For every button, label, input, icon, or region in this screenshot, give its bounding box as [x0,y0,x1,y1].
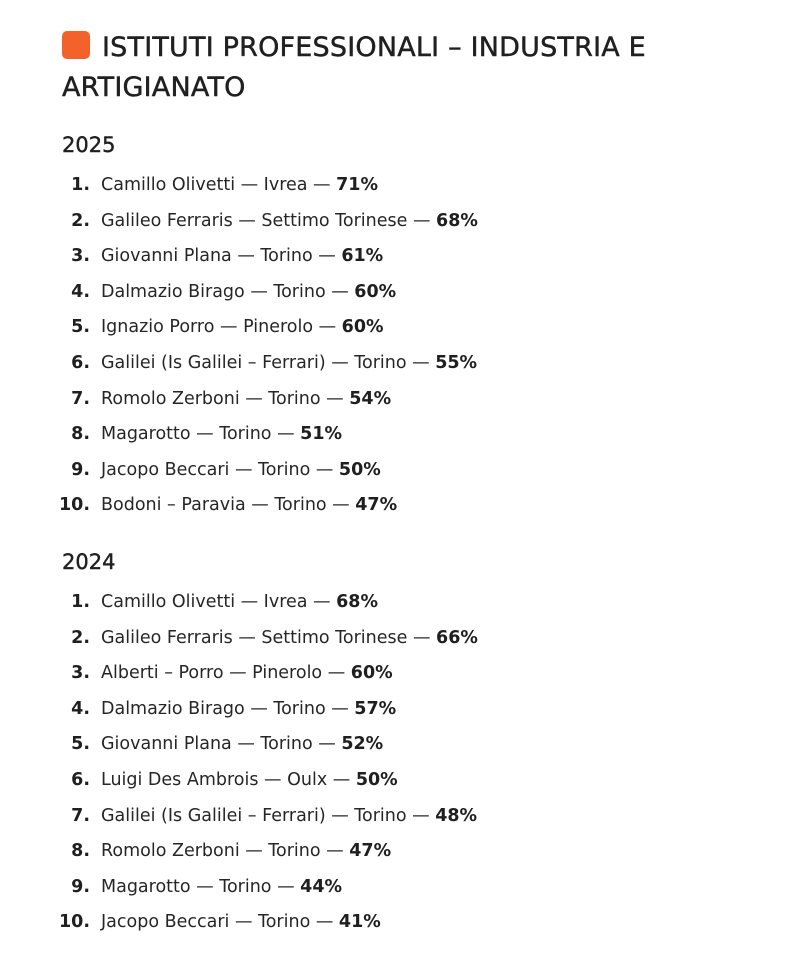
school-percentage: 55% [435,352,478,373]
list-item [0,173,760,209]
rank-number: 1. [71,175,90,195]
rank-number: 5. [71,734,90,755]
school-name: Alberti – Porro — Pinerolo — [101,663,351,684]
rank-number: 1. [71,592,90,612]
list-item [0,910,760,946]
school-entry [101,209,478,233]
list-item [0,626,760,662]
school-name: Luigi Des Ambrois — Oulx — [101,769,356,790]
list-item [0,458,760,494]
school-entry [101,661,393,685]
school-percentage: 57% [354,698,397,719]
school-name: Dalmazio Birago — Torino — [101,281,355,302]
school-entry [101,910,381,934]
school-name: Giovanni Plana — Torino — [101,246,342,267]
school-percentage: 47% [355,495,398,516]
school-entry [101,280,396,304]
rank-number: 9. [71,876,90,897]
school-entry [101,626,478,650]
school-percentage: 50% [338,459,381,480]
school-percentage: 51% [300,424,343,445]
list-item [0,732,760,768]
school-entry [101,768,398,792]
year-heading-2025: 2025 [62,133,116,157]
rank-number: 3. [71,246,90,267]
ranking-list-2025 [0,173,760,529]
list-item [0,493,760,529]
list-item [0,590,760,626]
school-percentage: 47% [349,841,392,862]
rank-number: 6. [71,769,90,790]
list-item [0,804,760,840]
rank-number: 3. [71,663,90,684]
school-name: Romolo Zerboni — Torino — [101,388,350,409]
school-entry [101,839,391,863]
school-percentage: 66% [436,627,478,648]
school-entry [101,493,397,517]
rank-number: 8. [71,424,90,445]
school-entry [101,173,378,197]
school-entry [101,387,391,411]
school-percentage: 52% [341,734,384,755]
school-percentage: 60% [341,317,384,338]
school-name: Galileo Ferraris — Settimo Torinese — [101,627,437,648]
list-item [0,839,760,875]
list-item [0,875,760,911]
rank-number: 2. [71,210,90,231]
school-entry [101,351,477,375]
list-item [0,280,760,316]
orange-square-icon [62,31,90,59]
list-item [0,351,760,387]
school-entry [101,804,477,828]
rank-number: 6. [71,352,90,373]
page-title [62,28,762,108]
school-percentage: 68% [436,210,478,231]
school-percentage: 50% [355,769,398,790]
ranking-list-2024 [0,590,760,946]
school-percentage: 60% [354,281,397,302]
school-entry [101,458,381,482]
rank-number: 10. [58,495,90,516]
school-name: Bodoni – Paravia — Torino — [101,495,356,516]
school-name: Camillo Olivetti — Ivrea — [101,175,337,195]
school-percentage: 48% [435,805,478,826]
school-name: Giovanni Plana — Torino — [101,734,342,755]
school-percentage: 68% [336,592,379,612]
list-item [0,315,760,351]
year-heading-2024: 2024 [62,550,116,574]
rank-number: 9. [71,459,90,480]
school-entry [101,732,383,756]
school-percentage: 60% [350,663,393,684]
school-entry [101,244,383,268]
list-item [0,244,760,280]
page-title-text: ISTITUTI PROFESSIONALI – INDUSTRIA E ARTIGIANATO [62,32,646,103]
school-name: Jacopo Beccari — Torino — [101,912,339,933]
school-entry [101,422,342,446]
school-percentage: 61% [341,246,384,267]
school-percentage: 54% [349,388,392,409]
list-item [0,387,760,423]
school-name: Galilei (Is Galilei – Ferrari) — Torino — [101,805,436,826]
school-percentage: 44% [300,876,343,897]
list-item [0,209,760,245]
rank-number: 4. [71,698,90,719]
school-percentage: 41% [338,912,381,933]
rank-number: 4. [71,281,90,302]
rank-number: 5. [71,317,90,338]
school-name: Magarotto — Torino — [101,876,301,897]
school-name: Galilei (Is Galilei – Ferrari) — Torino — [101,352,436,373]
school-entry [101,875,342,899]
rank-number: 2. [71,627,90,648]
school-entry [101,590,378,614]
rank-number: 8. [71,841,90,862]
list-item [0,768,760,804]
list-item [0,422,760,458]
school-name: Dalmazio Birago — Torino — [101,698,355,719]
school-name: Jacopo Beccari — Torino — [101,459,339,480]
list-item [0,697,760,733]
list-item [0,661,760,697]
rank-number: 7. [71,388,90,409]
school-name: Magarotto — Torino — [101,424,301,445]
school-name: Camillo Olivetti — Ivrea — [101,592,337,612]
school-name: Romolo Zerboni — Torino — [101,841,350,862]
school-entry [101,697,396,721]
rank-number: 7. [71,805,90,826]
school-entry [101,315,384,339]
school-name: Ignazio Porro — Pinerolo — [101,317,342,338]
rank-number: 10. [58,912,90,933]
school-name: Galileo Ferraris — Settimo Torinese — [101,210,437,231]
school-percentage: 71% [336,175,379,195]
